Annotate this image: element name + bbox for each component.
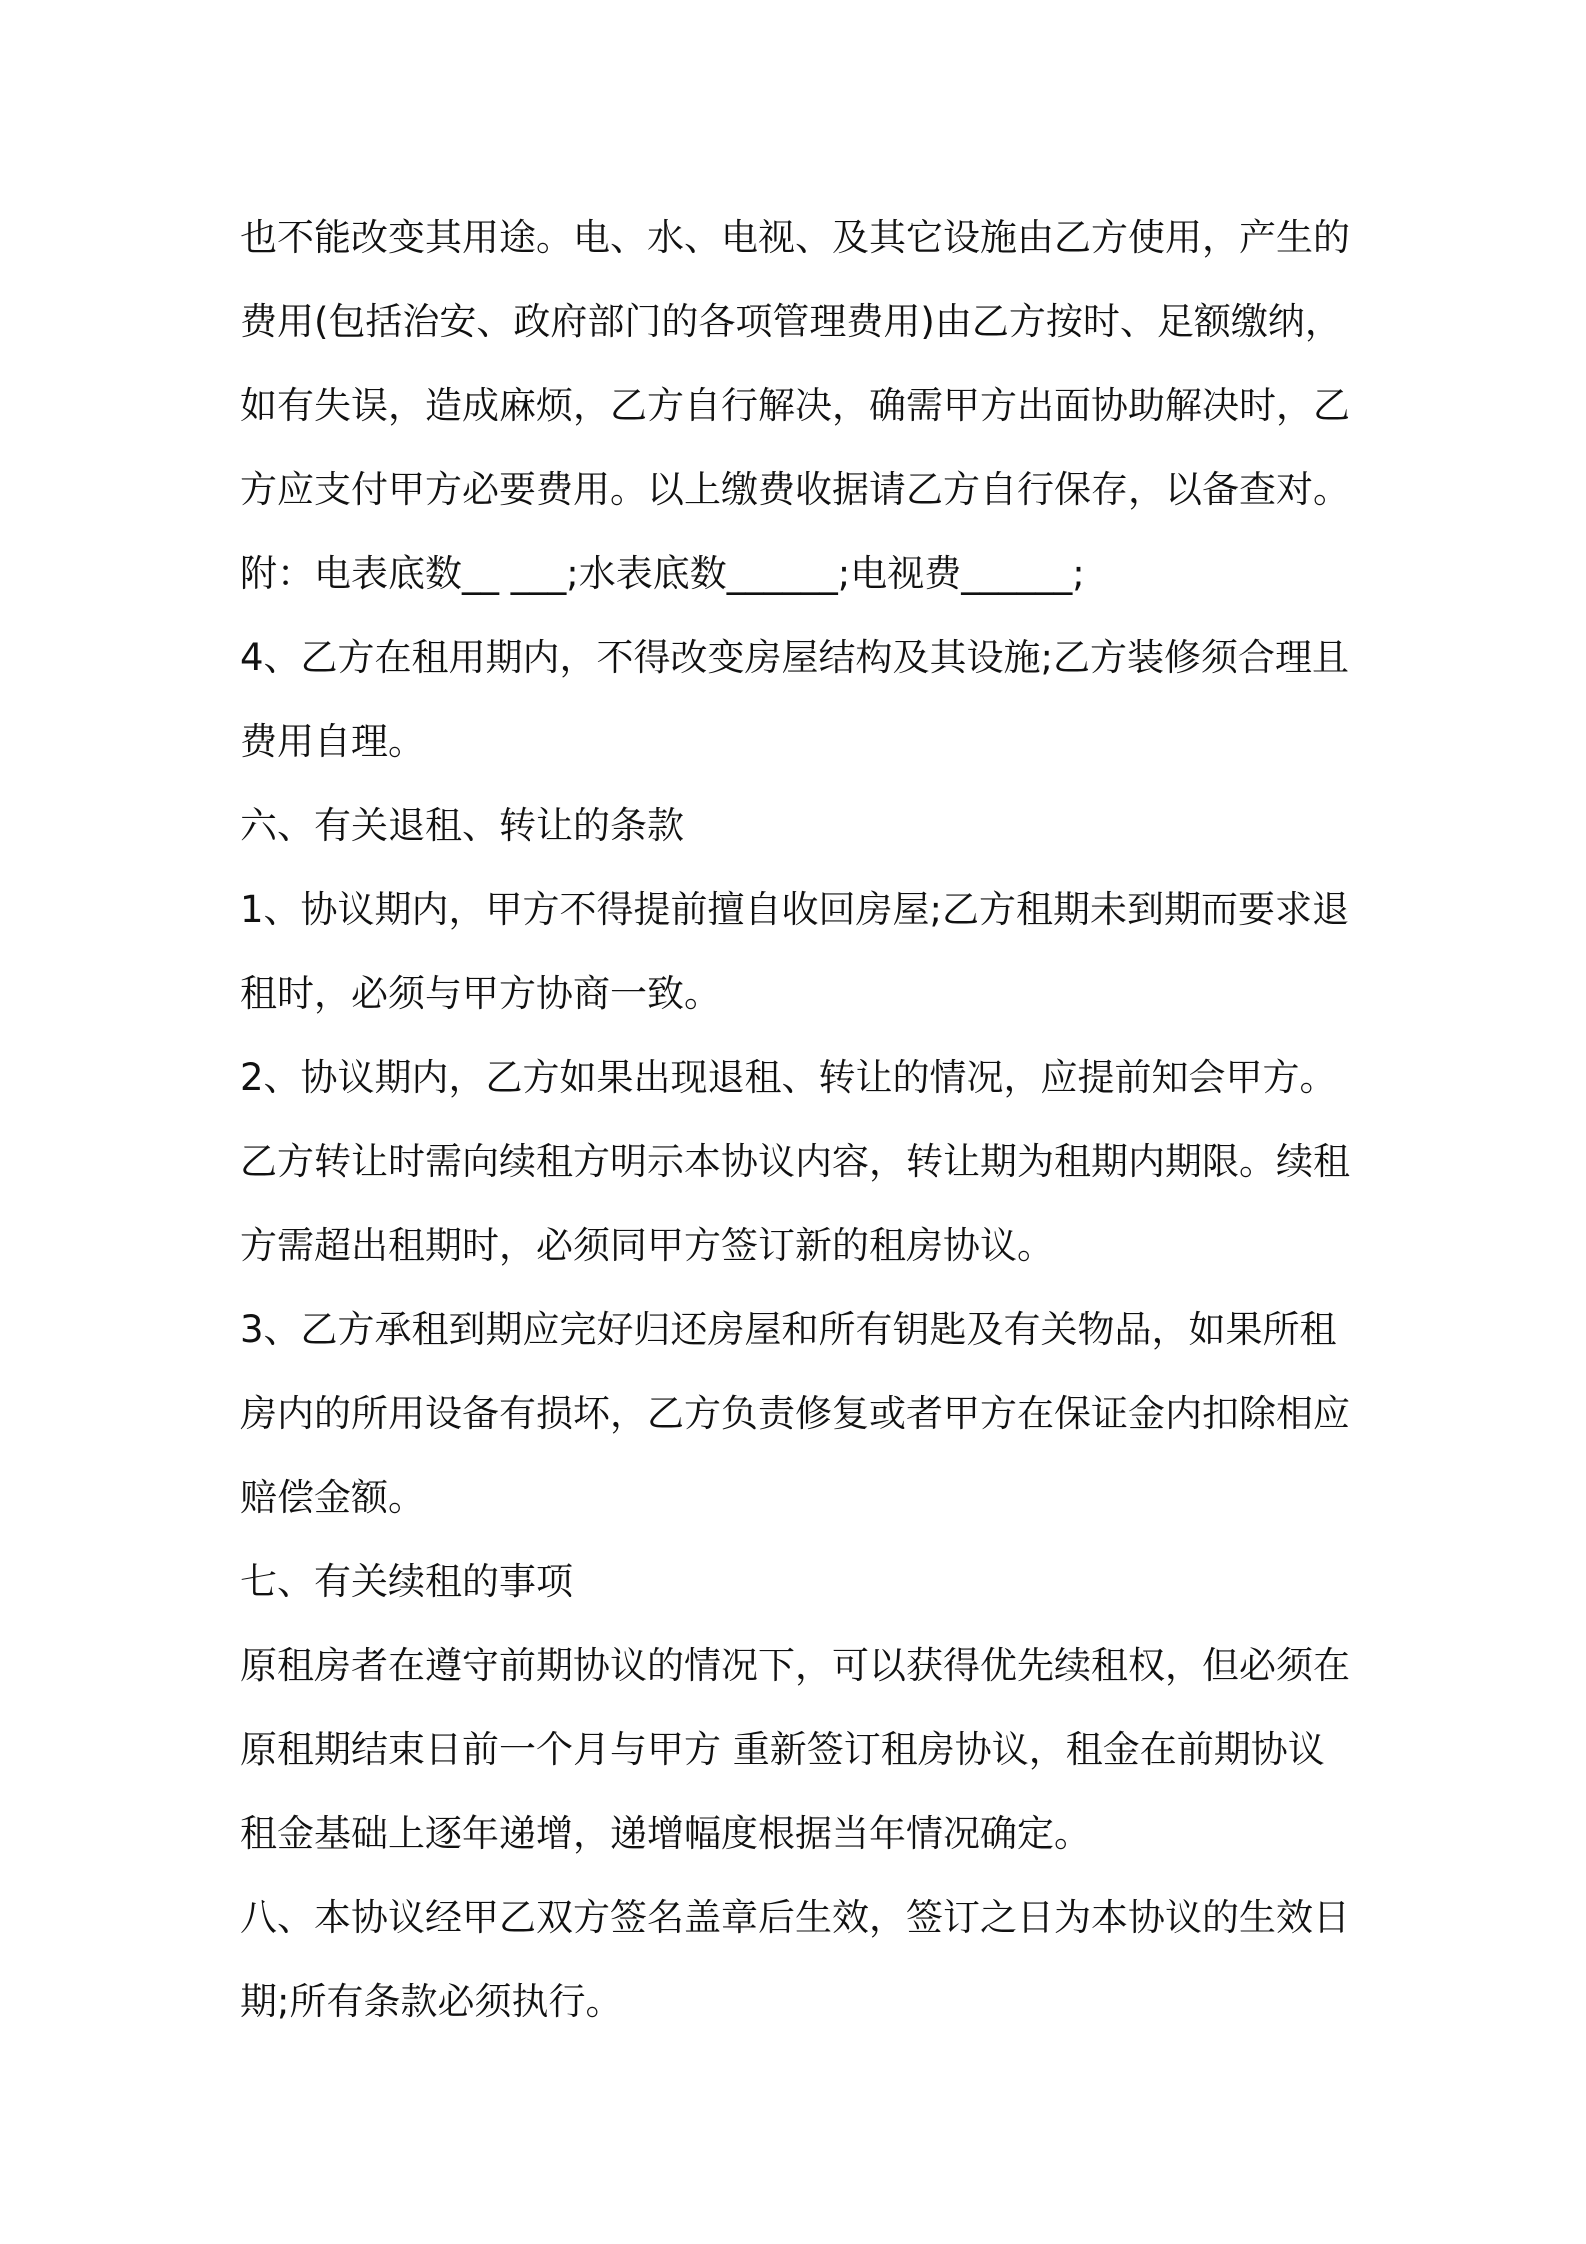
clause-line: 赔偿金额。 (240, 1476, 425, 1519)
section-heading: 八、本协议经甲乙双方签名盖章后生效，签订之日为本协议的生效日 (240, 1896, 1350, 1939)
document-body (240, 196, 1360, 2044)
paragraph-line: 如有失误，造成麻烦，乙方自行解决，确需甲方出面协助解决时，乙 (240, 384, 1350, 427)
clause-line: 租时，必须与甲方协商一致。 (240, 972, 721, 1015)
clause-line: 4、乙方在租用期内，不得改变房屋结构及其设施;乙方装修须合理且 (240, 636, 1350, 679)
section-heading: 七、有关续租的事项 (240, 1560, 573, 1603)
clause-line: 2、协议期内，乙方如果出现退租、转让的情况，应提前知会甲方。 (240, 1056, 1337, 1099)
paragraph-line: 租金基础上逐年递增，递增幅度根据当年情况确定。 (240, 1812, 1091, 1855)
section-heading: 六、有关退租、转让的条款 (240, 804, 684, 847)
meter-readings-line: 附：电表底数__ ___;水表底数______;电视费______; (240, 552, 1085, 595)
clause-line: 费用自理。 (240, 720, 425, 763)
clause-line: 方需超出租期时，必须同甲方签订新的租房协议。 (240, 1224, 1054, 1267)
clause-line: 3、乙方承租到期应完好归还房屋和所有钥匙及有关物品，如果所租 (240, 1308, 1337, 1351)
clause-line: 房内的所用设备有损坏，乙方负责修复或者甲方在保证金内扣除相应 (240, 1392, 1350, 1435)
paragraph-line: 也不能改变其用途。电、水、电视、及其它设施由乙方使用，产生的 (240, 216, 1350, 259)
paragraph-line: 方应支付甲方必要费用。以上缴费收据请乙方自行保存，以备查对。 (240, 468, 1350, 511)
paragraph-line: 费用(包括治安、政府部门的各项管理费用)由乙方按时、足额缴纳， (240, 300, 1342, 343)
clause-line: 1、协议期内，甲方不得提前擅自收回房屋;乙方租期未到期而要求退 (240, 888, 1350, 931)
clause-line: 乙方转让时需向续租方明示本协议内容，转让期为租期内期限。续租 (240, 1140, 1350, 1183)
paragraph-line: 期;所有条款必须执行。 (240, 1980, 623, 2023)
paragraph-line: 原租期结束日前一个月与甲方 重新签订租房协议，租金在前期协议 (240, 1728, 1325, 1771)
paragraph-line: 原租房者在遵守前期协议的情况下，可以获得优先续租权，但必须在 (240, 1644, 1350, 1687)
